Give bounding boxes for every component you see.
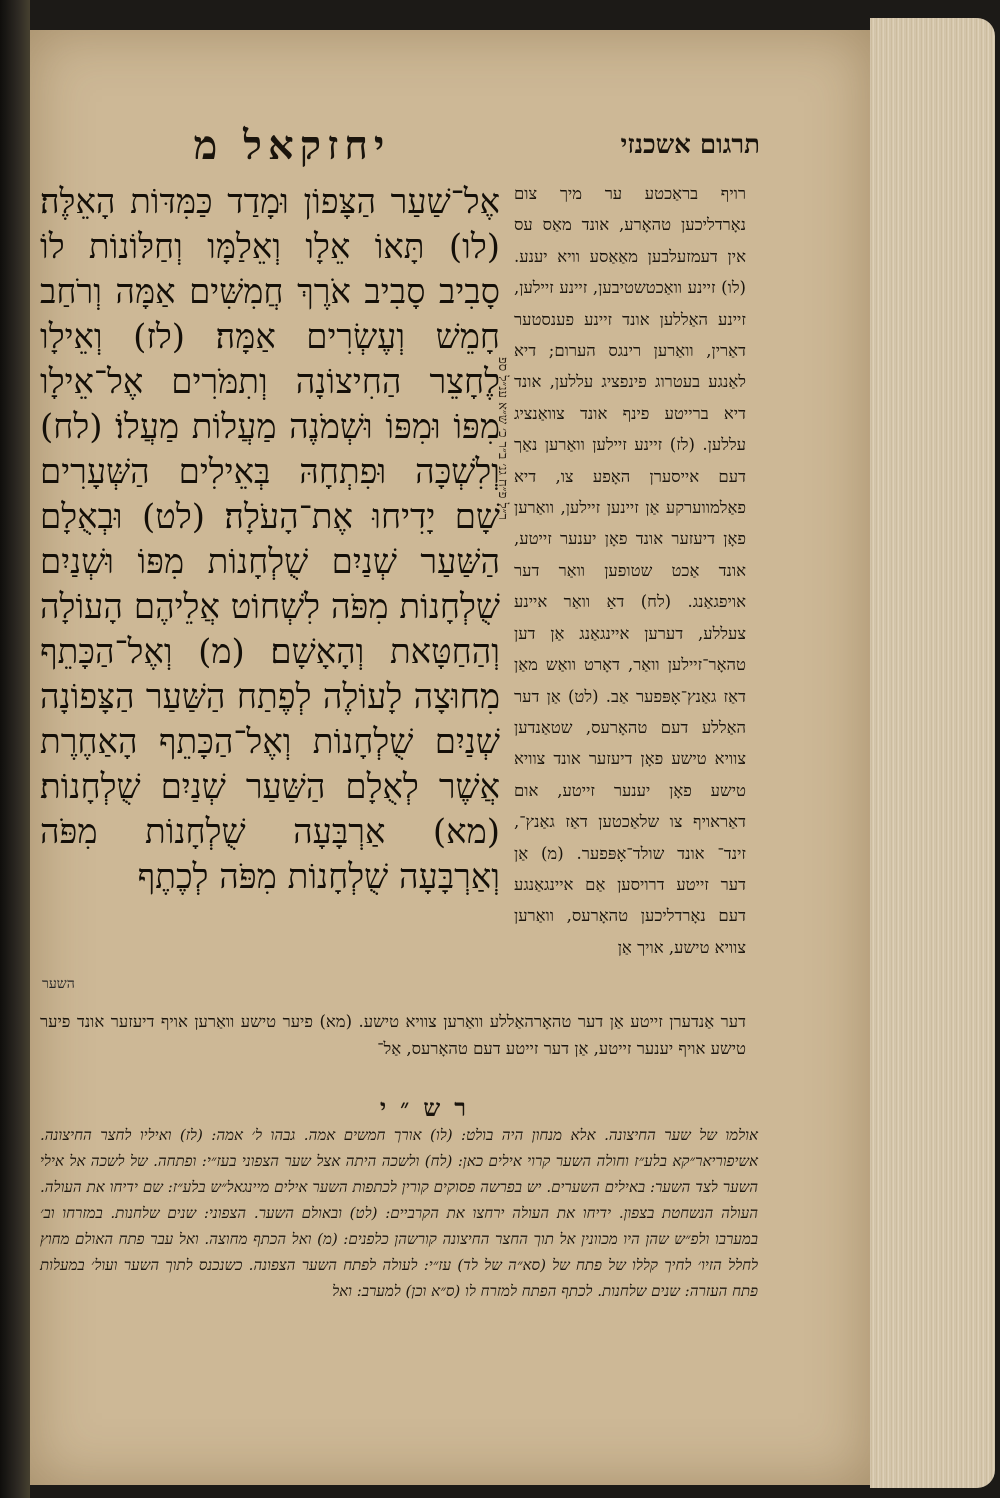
translation-header: תרגום אשכנזי bbox=[620, 130, 760, 160]
catchword: השער bbox=[42, 976, 75, 992]
book-page bbox=[30, 30, 870, 1485]
book-spine bbox=[0, 0, 30, 1498]
page-edges bbox=[870, 18, 995, 1488]
yiddish-translation-column: רויף בראַכטע ער מיך צום נאָרדליכען טהאָרע, אונד מאַס עס אין דעמזעלבען מאַאַסע וויא יענע. (לו) זיינע וואַכטשטיבען, זיינע זיילען, זיינע האַללען אונד זיינע פענסטער דאַרין, וואַרען רינגס הערום; דיא לאַנגע בעטרוג פינפציג עללען, אונד דיא ברייטע פינף אונד צוואַנציג עללען. (לז) זיינע זיילען וואַרען נאַך דעם אייסערן האָפע צו, דיא פאַלמווערקע אַן זיינען זיילען, וואַרען פאָן דיעזער אונד פאָן יענער זייטע, אונד אַכט שטופען וואַר דער אויפגאַנג. (לח) דאַ וואַר איינע צעללע, דערען איינגאַנג אַן דען טהאָר־זיילען וואַר, דאָרט וואַש מאַן דאַז גאַנץ־אָפּפער אַב. (לט) אַן דער האַללע דעם טהאָרעס, שטאַנדען צוויא טישע פאָן דיעזער אונד צוויא טישע פאָן יענער זייטע, אום דאַראויף צו שלאַכטען דאַז גאַנץ־, זינד־ אונד שולד־אָפּפער. (מ) אַן דער זייטע דרויסען אַם איינגאַנגע דעם נאָרדליכען טהאָרעס, וואַרען צוויא טישע, אויך אַן bbox=[514, 184, 746, 957]
hebrew-main-text: אֶל־שַׁעַר הַצָּפוֹן וּמָדַד כַּמִּדּוֹת הָאֵלֶּה׃ (לו) תָּאוֹ אֵלָו וְאֵלַמָּו וְחַלּוֹנוֹת לוֹ סָבִיב סָבִיב אֹרֶךְ חֲמִשִּׁים אַמָּה וְרֹחַב חָמֵשׁ וְעֶשְׂרִים אַמָּה׃ (לז) וְאֵילָו לֶחָצֵר הַחִיצוֹנָה וְתִמֹּרִים אֶל־אֵילָו מִפּוֹ וּמִפּוֹ וּשְׁמֹנֶה מַעֲלוֹת מַעֲלוֹ׃ (לח) וְלִשְׁכָּה וּפִתְחָהּ בְּאֵילִים הַשְּׁעָרִים שָׁם יָדִיחוּ אֶת־הָעֹלָה׃ (לט) וּבְאֻלָם הַשַּׁעַר שְׁנַיִם שֻׁלְחָנוֹת מִפּוֹ וּשְׁנַיִם שֻׁלְחָנוֹת מִפֹּה לִשְׁחוֹט אֲלֵיהֶם הָעוֹלָה וְהַחַטָּאת וְהָאָשָׁם׃ (מ) וְאֶל־הַכָּתֵף מִחוּצָה לָעוֹלֶה לְפֶתַח הַשַּׁעַר הַצָּפוֹנָה שְׁנַיִם שֻׁלְחָנוֹת וְאֶל־הַכָּתֵף הָאַחֶרֶת אֲשֶׁר לְאֻלָם הַשַּׁעַר שְׁנַיִם שֻׁלְחָנוֹת׃ (מא) אַרְבָּעָה שֻׁלְחָנוֹת מִפֹּה וְאַרְבָּעָה שֻׁלְחָנוֹת מִפֹּה לְכֶתֶף bbox=[40, 182, 500, 897]
page-header-title: יחזקאל מ bbox=[193, 122, 391, 169]
rashi-commentary: אולמו של שער החיצונה. אלא מנחון היה בולט: (לו) אורך חמשים אמה. גבהו ל׳ אמה: (לז) ואיליו לחצר החיצונה. אשיפוריאר״קא בלע״ז וחולה השער קרוי אילים כאן: (לח) ולשכה היתה אצל שער הצפוני בעז״י: ופתחה. של לשכה אל אילי השער לצד השער: באילים השערים. יש בפרשה פסוקים קורין לכתפות השער אילים מיינגאל״ש בלע״ז: שם ידיחו את העולה. העולה הנשחטת בצפון. ידיחו את העולה ירחצו את הקרביים: (לט) ובאולם השער. הצפוני: שנים שלחנות. במזרחו וב׳ במערבו ולפ״ש שהן היו מכוונין אל תוך החצר החיצונה קורשהן כלפנים: (מ) ואל הכתף מחוצה. ואל עבר פתח האולם מחוץ לחלל הזיו׳ לחיך קללו של פתח של (סא״ה של לד) עז״י: לעולה לפתח השער הצפונה. כשנכנס לתוך השער ועול׳ במעלות פתח העזרה: שנים שלחנות. לכתף הפתח למזרח לו (ס״א וכן) למערב: ואל bbox=[40, 1126, 758, 1300]
translation-continuation: דער אַנדערן זייטע אַן דער טהאָרהאַללע וואַרען צוויא טישע. (מא) פיער טישע וואַרען אויף דיעזער אונד פיער טישע אויף יענער זייטע, אַן דער זייטע דעם טהאָרעס, אַל־ bbox=[40, 1012, 746, 1058]
margin-references: ר״ל פ״ח גנ׳ ב״ר כ׳ ש״א ענ״ל ספ bbox=[495, 357, 510, 520]
rashi-heading: רש״י bbox=[379, 1093, 481, 1122]
